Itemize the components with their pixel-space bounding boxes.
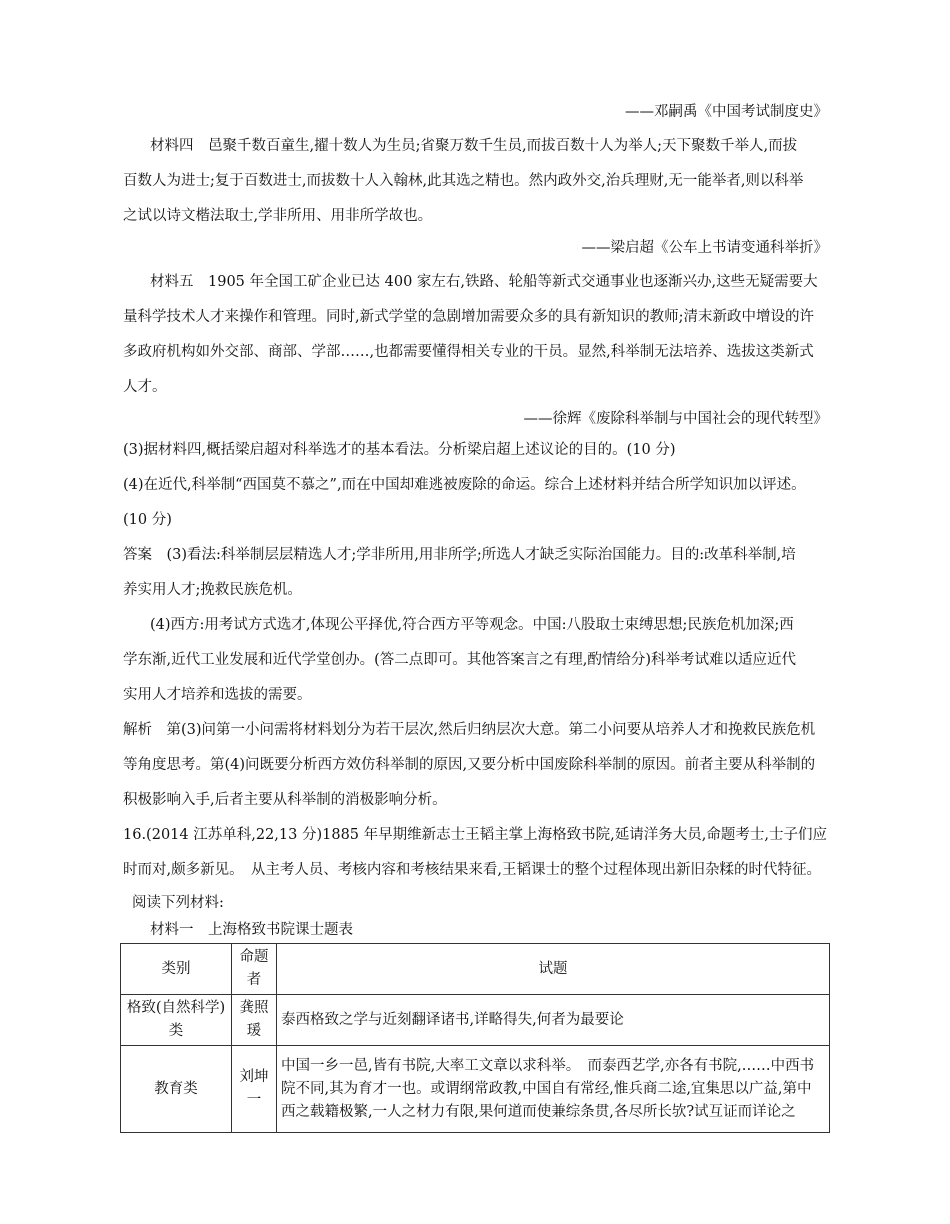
- row-category: 教育类: [121, 1046, 232, 1133]
- header-category: 类别: [121, 944, 232, 995]
- reading-prompt: 阅读下列材料:: [132, 895, 224, 911]
- material-four-line-2: 百数人为进士;复于百数进士,而拔数十人入翰林,此其选之精也。然内政外交,治兵理财,无一能举者,则以科举: [123, 173, 804, 189]
- material-four-line-1: 材料四 邑聚千数百童生,擢十数人为生员;省聚万数千生员,而拔百数十人为举人;天下聚数千举人,而拔: [150, 138, 798, 154]
- answer-line-4: 学东渐,近代工业发展和近代学堂创办。(答二点即可。其他答案言之有理,酌情给分)科举考试难以适应近代: [123, 652, 797, 668]
- table-row: [121, 995, 830, 1046]
- table-header-row: [121, 944, 830, 995]
- material-five-line-4: 人才。: [123, 379, 167, 395]
- question-4-line-2: (10 分): [123, 512, 172, 528]
- material-five-line-3: 多政府机构如外交部、商部、学部……,也都需要懂得相关专业的干员。显然,科举制无法培养、选拔这类新式: [123, 344, 814, 360]
- citation-xu: ——徐辉《废除科举制与中国社会的现代转型》: [523, 411, 828, 427]
- material-four-line-3: 之试以诗文楷法取士,学非所用、用非所学故也。: [123, 208, 433, 224]
- row-question: 泰西格致之学与近刻翻译诸书,详略得失,何者为最要论: [277, 995, 830, 1046]
- header-question: 试题: [277, 944, 830, 995]
- header-author: 命题者: [232, 944, 277, 995]
- material-five-line-1: 材料五 1905 年全国工矿企业已达 400 家左右,铁路、轮船等新式交通事业也逐渐兴办,这些无疑需要大: [150, 274, 818, 290]
- question-16-line-2: 时而对,颇多新见。 从主考人员、考核内容和考核结果来看,王韬课士的整个过程体现出新旧杂糅的时代特征。: [123, 862, 821, 878]
- citation-deng: ——邓嗣禹《中国考试制度史》: [625, 104, 828, 120]
- question-16-line-1: 16.(2014 江苏单科,22,13 分)1885 年早期维新志士王韬主掌上海格致书院,延请洋务大员,命题考士,士子们应: [123, 827, 827, 843]
- answer-line-1: 答案 (3)看法:科举制层层精选人才;学非所用,用非所学;所选人才缺乏实际治国能力。目的:改革科举制,培: [123, 547, 796, 563]
- table-row: [121, 1046, 830, 1133]
- answer-line-5: 实用人才培养和选拔的需要。: [123, 687, 312, 703]
- question-4-line-1: (4)在近代,科举制“西国莫不慕之”,而在中国却难逃被废除的命运。综合上述材料并结合所学知识加以评述。: [123, 477, 806, 493]
- citation-liang: ——梁启超《公车上书请变通科举折》: [581, 240, 828, 256]
- answer-line-3: (4)西方:用考试方式选才,体现公平择优,符合西方平等观念。中国:八股取士束缚思想;民族危机加深;西: [150, 617, 794, 633]
- row-author: 龚照瑗: [232, 995, 277, 1046]
- question-3: (3)据材料四,概括梁启超对科举选才的基本看法。分析梁启超上述议论的目的。(10 分): [123, 442, 676, 458]
- answer-line-2: 养实用人才;挽救民族危机。: [123, 582, 302, 598]
- material-one-caption: 材料一 上海格致书院课士题表: [150, 922, 353, 938]
- row-author: 刘坤一: [232, 1046, 277, 1133]
- exam-topic-table: [120, 943, 830, 1133]
- row-question: 中国一乡一邑,皆有书院,大率工文章以求科举。 而泰西艺学,亦各有书院,……中西书院不同,其为育才一也。或谓纲常政教,中国自有常经,惟兵商二途,宜集思以广益,第中西之载籍极繁,一人之材力有限,果何道而使兼综条贯,各尽所长欤?试互证而详论之: [277, 1046, 830, 1133]
- analysis-line-2: 等角度思考。第(4)问既要分析西方效仿科举制的原因,又要分析中国废除科举制的原因。前者主要从科举制的: [123, 757, 816, 773]
- material-five-line-2: 量科学技术人才来操作和管理。同时,新式学堂的急剧增加需要众多的具有新知识的教师;清末新政中增设的许: [123, 309, 814, 325]
- row-category: 格致(自然科学)类: [121, 995, 232, 1046]
- analysis-line-3: 积极影响入手,后者主要从科举制的消极影响分析。: [123, 792, 447, 808]
- analysis-line-1: 解析 第(3)问第一小问需将材料划分为若干层次,然后归纳层次大意。第二小问要从培养人才和挽救民族危机: [123, 722, 816, 738]
